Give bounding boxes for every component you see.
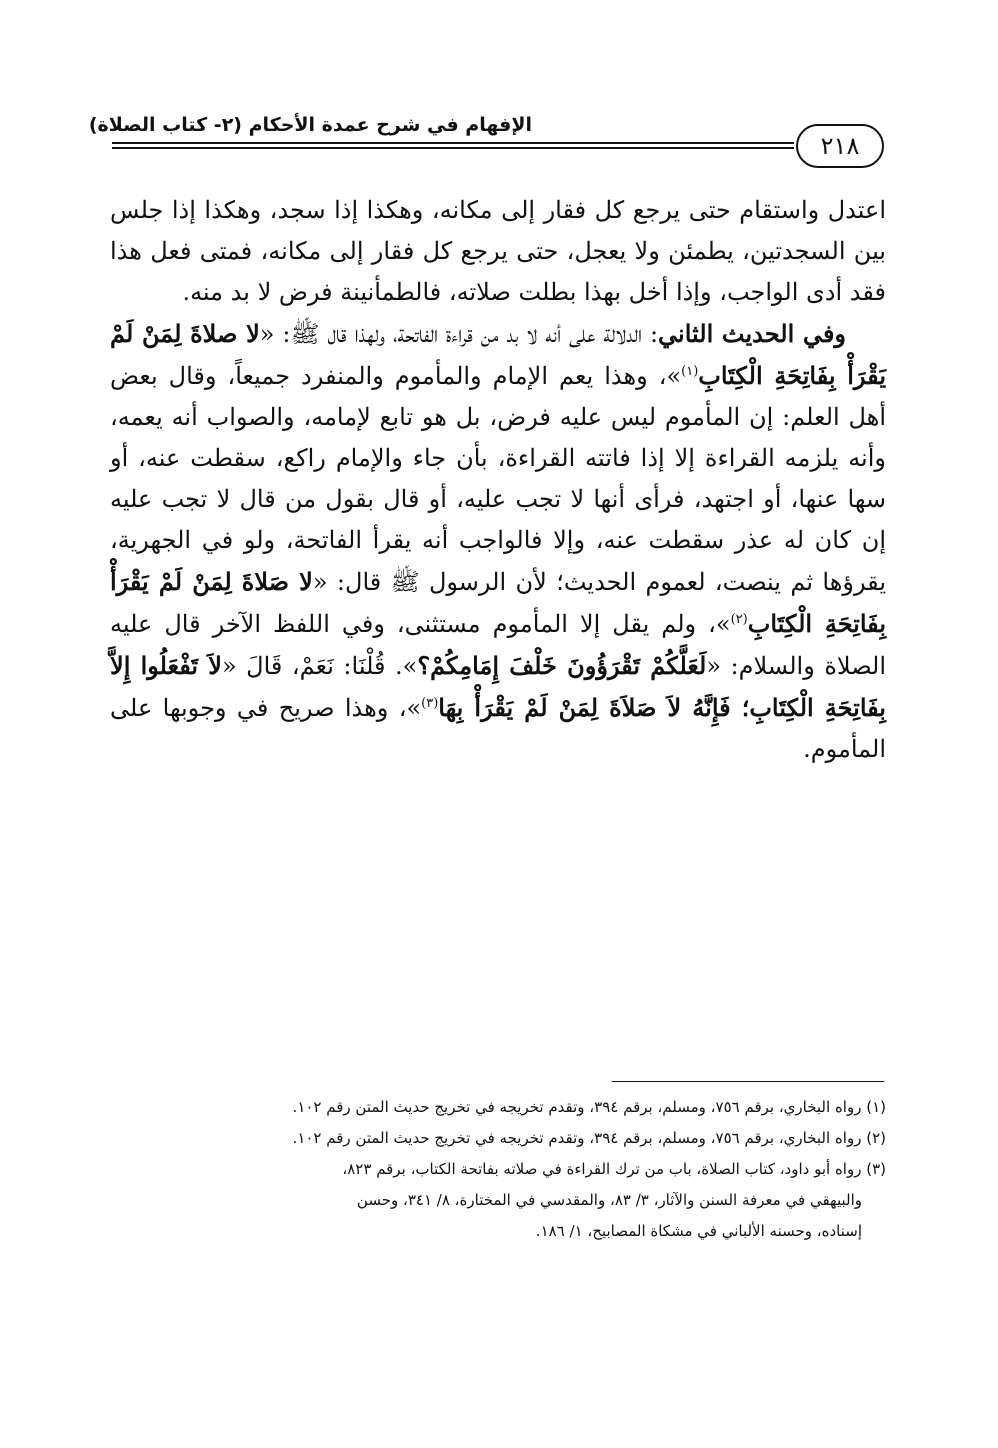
paragraph-2 xyxy=(110,313,886,770)
footnote-3-line-3: إسناده، وحسنه الألباني في مشكاة المصابيح، ١/ ١٨٦. xyxy=(535,1222,862,1240)
page-number: ٢١٨ xyxy=(796,124,884,168)
paragraph-2-text-d: ». قُلْنَا: نَعَمْ، قَالَ « xyxy=(221,652,418,680)
paragraph-2-text-c: »، ولم يقل إلا المأموم مستثنى، وفي اللفظ الآخر قال عليه الصلاة والسلام: « xyxy=(110,610,887,680)
footnote-separator xyxy=(612,1081,884,1082)
hadith-quote-3: لَعَلَّكُمْ تَقْرَؤُونَ خَلْفَ إِمَامِكُمْ؟ xyxy=(417,651,707,680)
paragraph-1: اعتدل واستقام حتى يرجع كل فقار إلى مكانه، وهكذا إذا سجد، وهكذا إذا جلس بين السجدتين، يطمئن ولا يعجل، حتى يرجع كل فقار إلى مكانه، فمتى فعل هذا فقد أدى الواجب، وإذا أخل بهذا بطلت صلاته، فالطمأنينة فرض لا بد منه. xyxy=(110,196,886,306)
hadith-quote-4: لاَ تَفْعَلُوا إِلاَّ بِفَاتِحَةِ الْكِتَابِ؛ فَإِنَّهُ لاَ صَلاَةَ لِمَنْ لَمْ يَقْرَأْ بِهَا xyxy=(110,651,886,722)
running-header-title: الإفهام في شرح عمدة الأحكام (٢- كتاب الصلاة) xyxy=(88,114,532,136)
footnote-3-line-2: والبيهقي في معرفة السنن والآثار، ٣/ ٨٣، والمقدسي في المختارة، ٨/ ٣٤١، وحسن xyxy=(356,1191,862,1209)
header-rule-top xyxy=(112,142,794,144)
hadith-quote-2: لا صَلاةَ لِمَنْ لَمْ يَقْرَأْ بِفَاتِحَةِ الْكِتَابِ xyxy=(110,567,886,638)
paragraph-2-text-b: »، وهذا يعم الإمام والمأموم والمنفرد جميعاً، وقال بعض أهل العلم: إن المأموم ليس عليه فرض، بل هو تابع لإمامه، والصواب أنه يعمه، وأنه يلزمه القراءة إلا إذا فاتته القراءة، بأن جاء والإمام راكع، سقطت عنه، أو سها عنها، أو اجتهد، فرأى أنها لا تجب عليه، أو قال بقول من قال لا تجب عليه إن كان له عذر سقطت عنه، وإلا فالواجب أنه يقرأ الفاتحة، ولو في الجهرية، يقرؤها ثم ينصت، لعموم الحديث؛ لأن الرسول ﷺ قال: « xyxy=(110,362,887,596)
footnote-2: (٢) رواه البخاري، برقم ٧٥٦، ومسلم، برقم ٣٩٤، وتقدم تخريجه في تخريج حديث المتن رقم ١٠٢. xyxy=(292,1129,886,1147)
main-text xyxy=(110,190,886,770)
footnote-ref-2: (٢) xyxy=(730,612,748,627)
footnote-ref-3: (٣) xyxy=(421,696,439,711)
paragraph-2-text-e: »، وهذا صريح في وجوبها على المأموم. xyxy=(110,694,886,763)
footnote-ref-1: (١) xyxy=(681,364,699,379)
footnote-3-line-1: (٣) رواه أبو داود، كتاب الصلاة، باب من ترك القراءة في صلاته بفاتحة الكتاب، برقم ٨٢٣، xyxy=(342,1160,886,1178)
header-rule-bottom xyxy=(112,147,794,149)
paragraph-2-lead: وفي الحديث الثاني xyxy=(658,319,847,348)
paragraph-2-text-a: : الدلالة على أنه لا بد من قراءة الفاتحة، ولهذا قال ﷺ: « xyxy=(259,320,659,348)
footnote-1: (١) رواه البخاري، برقم ٧٥٦، ومسلم، برقم ٣٩٤، وتقدم تخريجه في تخريج حديث المتن رقم ١٠٢. xyxy=(292,1098,886,1116)
footnotes xyxy=(110,1092,886,1247)
hadith-quote-1: لا صلاةَ لِمَنْ لَمْ يَقْرَأْ بِفَاتِحَةِ الْكِتَابِ xyxy=(110,319,886,390)
